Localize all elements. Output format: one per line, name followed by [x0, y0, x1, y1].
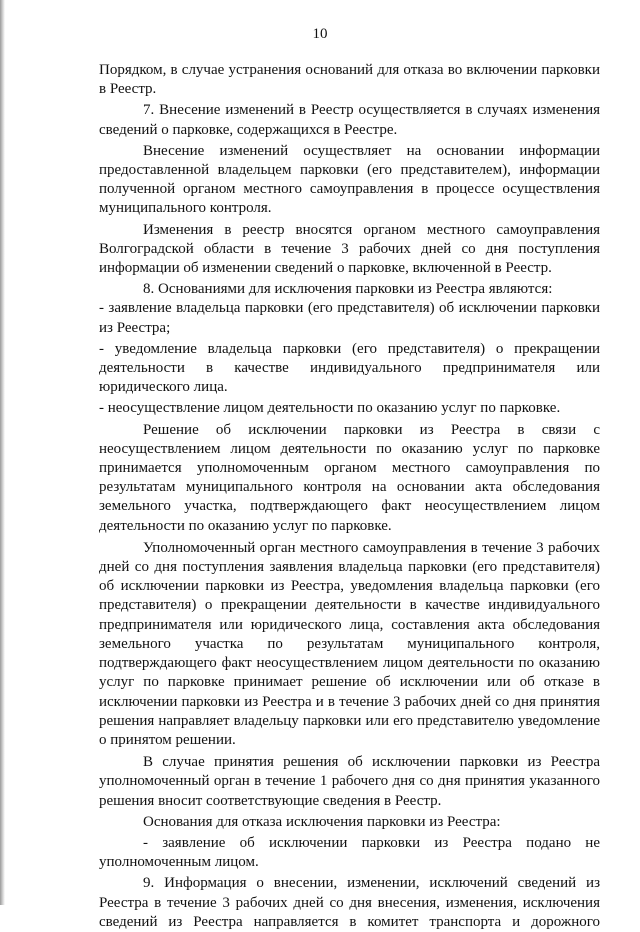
list-item-notification: - уведомление владельца парковки (его представителя) о прекращении деятельности в качестве индивидуального предпринимателя или юридического лица.	[99, 340, 600, 396]
list-item-non-activity: - неосуществление лицом деятельности по оказанию услуг по парковке.	[99, 400, 561, 417]
document-body	[99, 61, 600, 932]
list-item-application: - заявление владельца парковки (его представителя) об исключении парковки из Реестра;	[99, 300, 600, 336]
paragraph-item-7: 7. Внесение изменений в Реестр осуществляется в случаях изменения сведений о парковке, содержащихся в Реестре.	[99, 102, 600, 138]
page-number: 10	[312, 26, 328, 42]
paragraph-exclusion-decision: Решение об исключении парковки из Реестра в связи с неосуществлением лицом деятельности по оказанию услуг по парковке принимается уполномоченным органом местного самоуправления по результатам муниципального контроля на основании акта обследования земельного участка, подтверждающего факт неосуществлением лицом деятельности по оказанию услуг по парковке.	[99, 421, 600, 534]
paragraph-changes-basis: Внесение изменений осуществляет на основании информации предоставленной владельцем парковки (его представителем), информации полученной органом местного самоуправления в процессе осуществления муниципального контроля.	[99, 142, 600, 217]
paragraph-authorized-body: Уполномоченный орган местного самоуправления в течение 3 рабочих дней со дня поступления заявления владельца парковки (его представителя) об исключении парковки из Реестра, уведомления владельца парковки (его представителя) о прекращении деятельности в качестве индивидуального предпринимателя или юридического лица, составления акта обследования земельного участка по результатам муниципального контроля, подтверждающего факт неосуществлением лицом деятельности по оказанию услуг по парковке принимает решение об исключении или об отказе в исключении парковки из Реестра и в течение 3 рабочих дней со дня принятия решения направляет владельцу парковки или его представителю уведомление о принятом решении.	[99, 539, 600, 748]
list-item-unauthorized: - заявление об исключении парковки из Реестра подано не уполномоченным лицом.	[99, 834, 600, 871]
paragraph-register-update: В случае принятия решения об исключении парковки из Реестра уполномоченный орган в течение 1 рабочего дня со дня принятия указанного решения вносит соответствующие сведения в Реестр.	[99, 754, 600, 809]
scan-edge	[0, 0, 5, 905]
paragraph-item-8: 8. Основаниями для исключения парковки из Реестра являются:	[143, 281, 553, 298]
paragraph-continuation: Порядком, в случае устранения оснований для отказа во включении парковки в Реестр.	[99, 62, 600, 98]
paragraph-changes-term: Изменения в реестр вносятся органом местного самоуправления Волгоградской области в течение 3 рабочих дней со дня поступления информации об изменении сведений о парковке, включенной в Реестр.	[99, 221, 600, 277]
paragraph-item-9: 9. Информация о внесении, изменении, исключений сведений из Реестра в течение 3 рабочих дней со дня внесения, изменения, исключения сведений из Реестра направляется в комитет транспорта и дорожного	[99, 875, 600, 930]
paragraph-refusal-grounds: Основания для отказа исключения парковки из Реестра:	[143, 813, 501, 830]
